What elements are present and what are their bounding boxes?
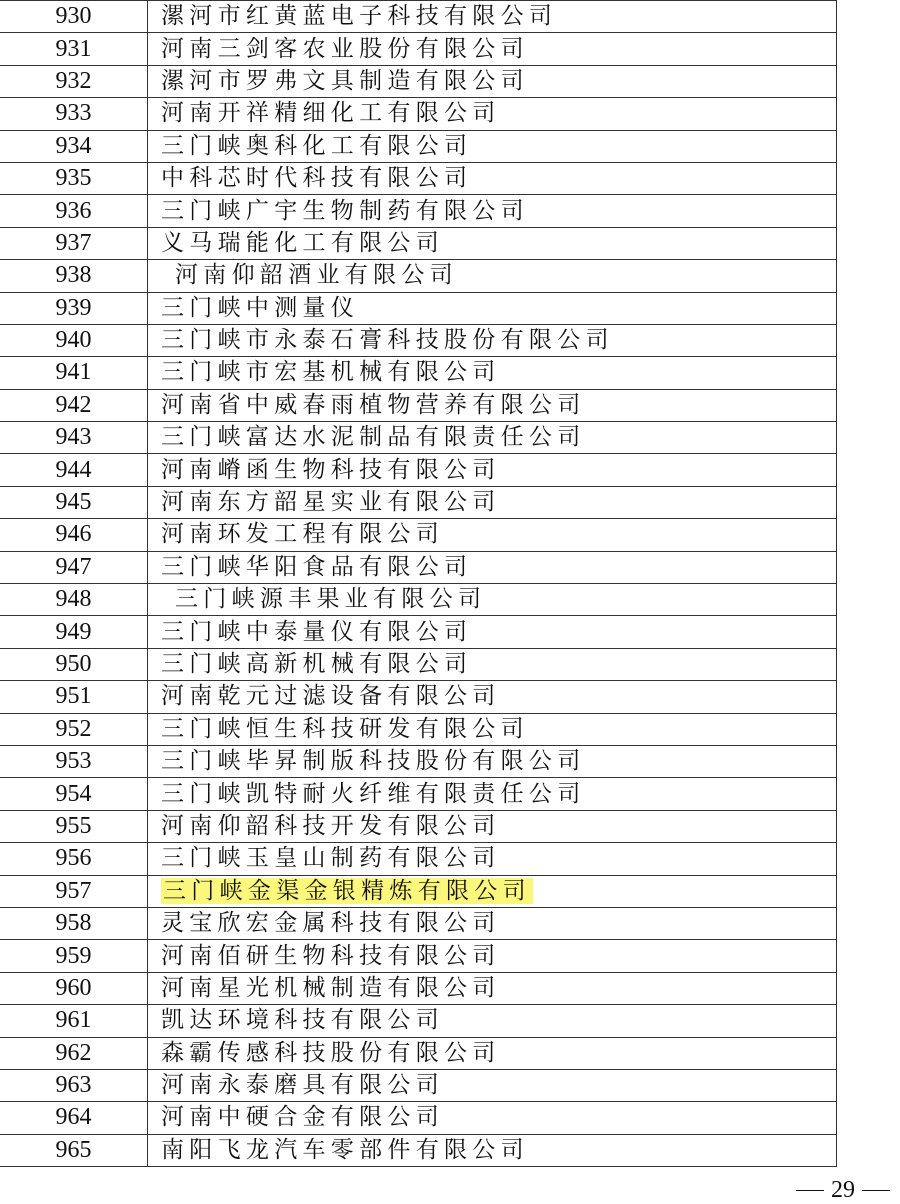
table-row: [0, 810, 837, 842]
row-number: 933: [0, 98, 148, 130]
company-name: 中科芯时代科技有限公司: [148, 162, 837, 194]
company-name: 三门峡奥科化工有限公司: [148, 130, 837, 162]
page-number: 29: [831, 1177, 855, 1203]
table-row: [0, 616, 837, 648]
footer-dash-right: [862, 1190, 890, 1191]
company-name: 灵宝欣宏金属科技有限公司: [148, 907, 837, 939]
table-row: [0, 648, 837, 680]
table-row: [0, 745, 837, 777]
row-number: 952: [0, 713, 148, 745]
table-row: [0, 227, 837, 259]
row-number: 960: [0, 972, 148, 1004]
row-number: 956: [0, 843, 148, 875]
table-row: [0, 1037, 837, 1069]
company-name: 河南仰韶科技开发有限公司: [148, 810, 837, 842]
table-row: [0, 972, 837, 1004]
table-row: [0, 1005, 837, 1037]
table-row: [0, 33, 837, 65]
table-row: [0, 584, 837, 616]
row-number: 949: [0, 616, 148, 648]
company-name: 义马瑞能化工有限公司: [148, 227, 837, 259]
row-number: 944: [0, 454, 148, 486]
table-row: [0, 292, 837, 324]
table-row: [0, 357, 837, 389]
company-name: 河南永泰磨具有限公司: [148, 1069, 837, 1101]
company-name: 凯达环境科技有限公司: [148, 1005, 837, 1037]
company-name: 三门峡凯特耐火纤维有限责任公司: [148, 778, 837, 810]
table-row: [0, 907, 837, 939]
row-number: 934: [0, 130, 148, 162]
table-row: [0, 98, 837, 130]
footer-dash-left: [796, 1190, 824, 1191]
row-number: 940: [0, 324, 148, 356]
company-name: 三门峡玉皇山制药有限公司: [148, 843, 837, 875]
company-name: 三门峡富达水泥制品有限责任公司: [148, 422, 837, 454]
table-row: [0, 1069, 837, 1101]
table-row: [0, 1134, 837, 1166]
row-number: 930: [0, 1, 148, 33]
row-number: 961: [0, 1005, 148, 1037]
row-number: 945: [0, 486, 148, 518]
row-number: 943: [0, 422, 148, 454]
row-number: 957: [0, 875, 148, 907]
company-name: 河南环发工程有限公司: [148, 519, 837, 551]
table-row: [0, 260, 837, 292]
row-number: 931: [0, 33, 148, 65]
row-number: 963: [0, 1069, 148, 1101]
table-row: [0, 65, 837, 97]
row-number: 939: [0, 292, 148, 324]
table-row: [0, 486, 837, 518]
company-name: 三门峡高新机械有限公司: [148, 648, 837, 680]
row-number: 932: [0, 65, 148, 97]
table-row: [0, 130, 837, 162]
row-number: 935: [0, 162, 148, 194]
company-name: 河南东方韶星实业有限公司: [148, 486, 837, 518]
table-row: [0, 778, 837, 810]
company-name: 河南星光机械制造有限公司: [148, 972, 837, 1004]
company-name: 三门峡恒生科技研发有限公司: [148, 713, 837, 745]
table-row: [0, 389, 837, 421]
company-name: 南阳飞龙汽车零部件有限公司: [148, 1134, 837, 1166]
row-number: 958: [0, 907, 148, 939]
company-name: 漯河市红黄蓝电子科技有限公司: [148, 1, 837, 33]
row-number: 964: [0, 1102, 148, 1134]
row-number: 938: [0, 260, 148, 292]
table-row: [0, 1102, 837, 1134]
company-name: 三门峡中泰量仪有限公司: [148, 616, 837, 648]
table-row: [0, 519, 837, 551]
company-name: 河南嵴函生物科技有限公司: [148, 454, 837, 486]
company-name: 漯河市罗弗文具制造有限公司: [148, 65, 837, 97]
row-number: 947: [0, 551, 148, 583]
row-number: 965: [0, 1134, 148, 1166]
row-number: 951: [0, 681, 148, 713]
company-name: 河南中硬合金有限公司: [148, 1102, 837, 1134]
row-number: 959: [0, 940, 148, 972]
table-row: [0, 324, 837, 356]
table-row-highlighted: [0, 875, 837, 907]
row-number: 954: [0, 778, 148, 810]
table-row: [0, 422, 837, 454]
table-row: [0, 843, 837, 875]
company-name: 三门峡市宏基机械有限公司: [148, 357, 837, 389]
row-number: 942: [0, 389, 148, 421]
table-row: [0, 681, 837, 713]
table-row: [0, 1, 837, 33]
table-row: [0, 551, 837, 583]
row-number: 937: [0, 227, 148, 259]
company-name: 河南佰研生物科技有限公司: [148, 940, 837, 972]
company-name: 三门峡华阳食品有限公司: [148, 551, 837, 583]
company-name-cell: [148, 875, 837, 907]
company-name: 河南三剑客农业股份有限公司: [148, 33, 837, 65]
row-number: 941: [0, 357, 148, 389]
row-number: 950: [0, 648, 148, 680]
table-row: [0, 454, 837, 486]
row-number: 946: [0, 519, 148, 551]
row-number: 936: [0, 195, 148, 227]
company-name: 三门峡市永泰石膏科技股份有限公司: [148, 324, 837, 356]
table-row: [0, 713, 837, 745]
table-row: [0, 940, 837, 972]
row-number: 948: [0, 584, 148, 616]
company-name: 三门峡毕昇制版科技股份有限公司: [148, 745, 837, 777]
table-row: [0, 162, 837, 194]
company-name: 河南省中威春雨植物营养有限公司: [148, 389, 837, 421]
company-name: 河南开祥精细化工有限公司: [148, 98, 837, 130]
company-name: 三门峡广宇生物制药有限公司: [148, 195, 837, 227]
company-name: 森霸传感科技股份有限公司: [148, 1037, 837, 1069]
row-number: 955: [0, 810, 148, 842]
highlighted-company-name: 三门峡金渠金银精炼有限公司: [163, 877, 531, 904]
company-name: 三门峡源丰果业有限公司: [148, 584, 837, 616]
company-name: 河南乾元过滤设备有限公司: [148, 681, 837, 713]
company-name: 河南仰韶酒业有限公司: [148, 260, 837, 292]
table-row: [0, 195, 837, 227]
row-number: 953: [0, 745, 148, 777]
company-name: 三门峡中测量仪: [148, 292, 837, 324]
row-number: 962: [0, 1037, 148, 1069]
